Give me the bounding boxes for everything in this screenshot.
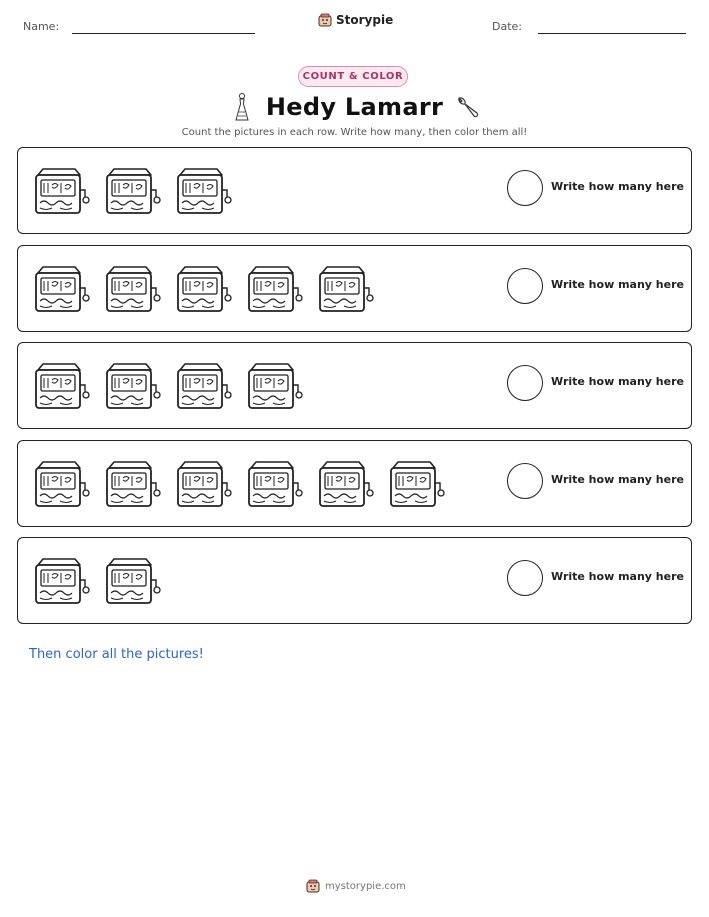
answer-label: Write how many here bbox=[551, 473, 684, 486]
name-label: Name: bbox=[23, 20, 60, 33]
music-box-icon[interactable] bbox=[30, 456, 90, 510]
brand-name: Storypie bbox=[336, 13, 394, 27]
count-row-5 bbox=[17, 537, 692, 624]
music-box-icon[interactable] bbox=[101, 553, 161, 607]
footer-url: mystorypie.com bbox=[325, 880, 406, 892]
answer-label: Write how many here bbox=[551, 180, 684, 193]
page-title: Hedy Lamarr bbox=[265, 93, 444, 121]
answer-label: Write how many here bbox=[551, 375, 684, 388]
music-box-icon[interactable] bbox=[243, 358, 303, 412]
music-box-icon[interactable] bbox=[30, 163, 90, 217]
instructions: Count the pictures in each row. Write how many, then color them all! bbox=[181, 127, 528, 138]
music-box-icon[interactable] bbox=[30, 261, 90, 315]
count-row-2 bbox=[17, 245, 692, 332]
music-box-icon[interactable] bbox=[172, 261, 232, 315]
answer-circle[interactable] bbox=[507, 463, 543, 499]
footer-brand bbox=[306, 879, 406, 893]
footer-note: Then color all the pictures! bbox=[29, 647, 204, 662]
name-line[interactable] bbox=[72, 33, 255, 34]
answer-label: Write how many here bbox=[551, 570, 684, 583]
brand bbox=[318, 13, 393, 27]
answer-circle[interactable] bbox=[507, 365, 543, 401]
music-box-icon[interactable] bbox=[101, 163, 161, 217]
music-box-icon[interactable] bbox=[385, 456, 445, 510]
music-box-icon[interactable] bbox=[314, 456, 374, 510]
storypie-logo-icon bbox=[306, 879, 320, 893]
date-line[interactable] bbox=[538, 33, 686, 34]
music-box-icon[interactable] bbox=[243, 456, 303, 510]
answer-circle[interactable] bbox=[507, 170, 543, 206]
music-box-icon[interactable] bbox=[172, 456, 232, 510]
music-box-icon[interactable] bbox=[243, 261, 303, 315]
date-label: Date: bbox=[492, 20, 522, 33]
storypie-logo-icon bbox=[318, 13, 332, 27]
wrench-icon bbox=[455, 92, 479, 122]
count-row-1 bbox=[17, 147, 692, 234]
music-box-icon[interactable] bbox=[314, 261, 374, 315]
music-box-icon[interactable] bbox=[101, 456, 161, 510]
count-row-4 bbox=[17, 440, 692, 527]
count-row-3 bbox=[17, 342, 692, 429]
music-box-icon[interactable] bbox=[30, 358, 90, 412]
music-box-icon[interactable] bbox=[30, 553, 90, 607]
music-box-icon[interactable] bbox=[172, 163, 232, 217]
music-box-icon[interactable] bbox=[101, 261, 161, 315]
music-box-icon[interactable] bbox=[172, 358, 232, 412]
gown-icon bbox=[230, 92, 254, 122]
answer-circle[interactable] bbox=[507, 268, 543, 304]
answer-circle[interactable] bbox=[507, 560, 543, 596]
music-box-icon[interactable] bbox=[101, 358, 161, 412]
title-row bbox=[0, 90, 709, 124]
activity-badge: COUNT & COLOR bbox=[298, 66, 408, 87]
answer-label: Write how many here bbox=[551, 278, 684, 291]
